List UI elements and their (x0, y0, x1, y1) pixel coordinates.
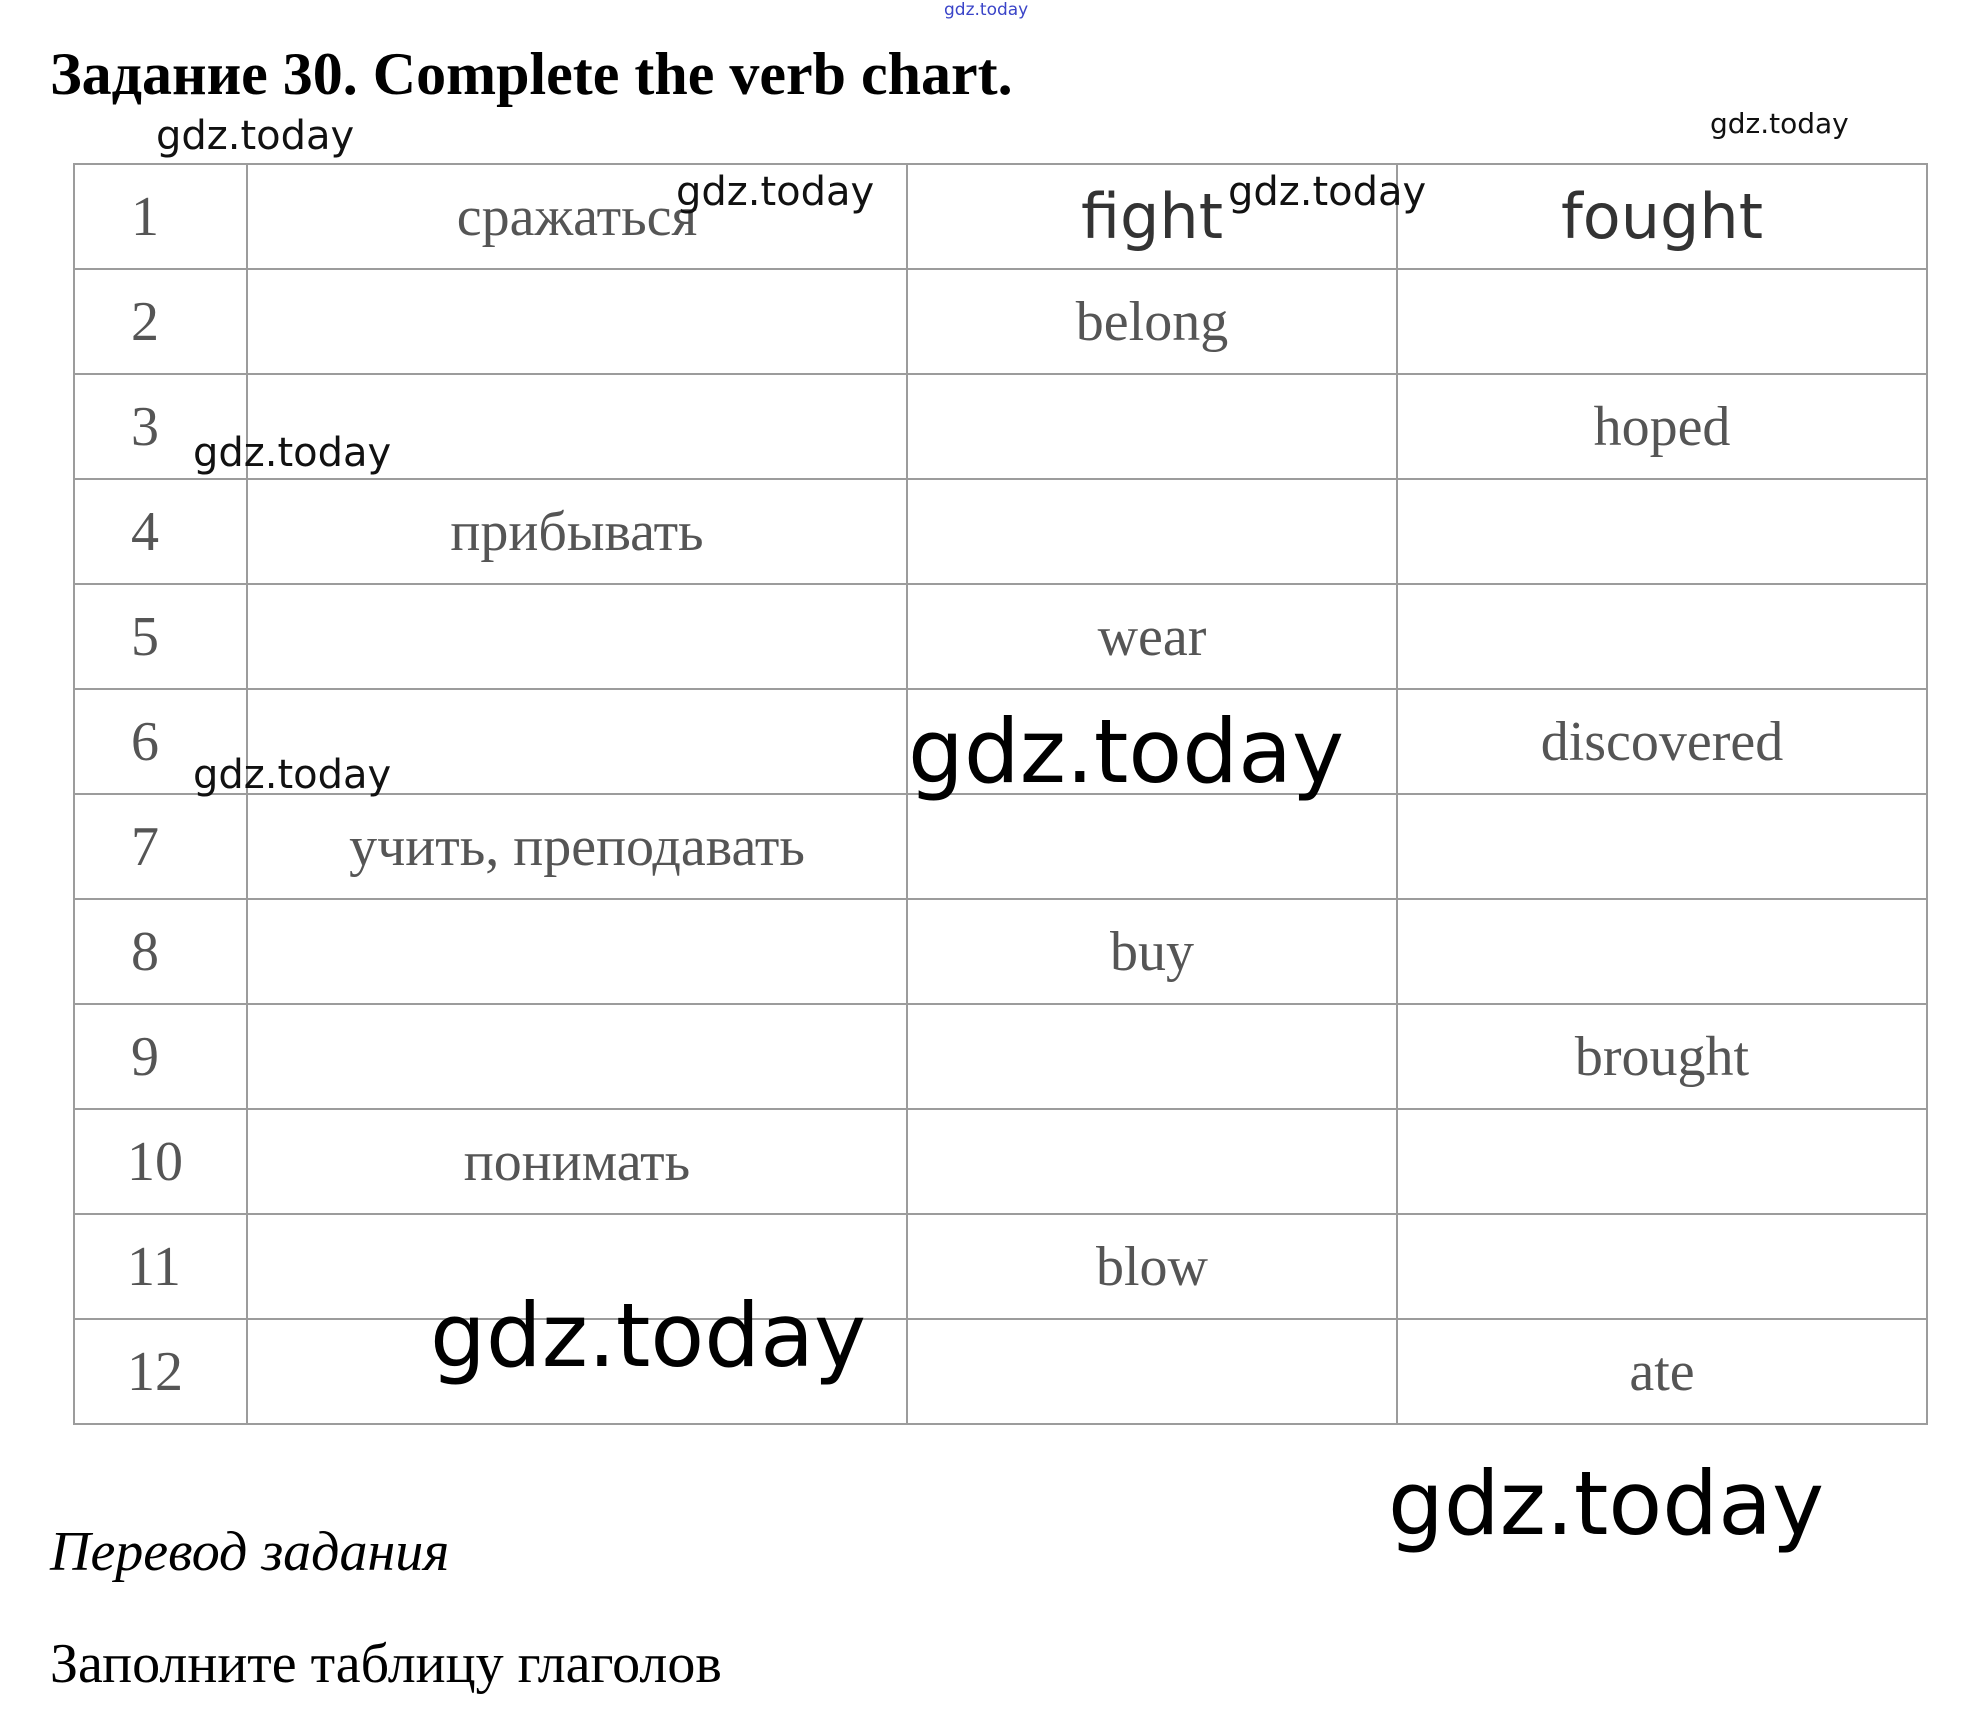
infinitive-cell: belong (907, 269, 1397, 374)
translation-text: Заполните таблицу глаголов (50, 1633, 722, 1695)
watermark-top: gdz.today (944, 0, 1029, 20)
infinitive-cell (907, 374, 1397, 479)
row-number: 9 (74, 1004, 247, 1109)
watermark: gdz.today (1710, 107, 1849, 140)
infinitive-cell: wear (907, 584, 1397, 689)
watermark: gdz.today (676, 169, 875, 215)
infinitive-cell (907, 794, 1397, 899)
past-cell: brought (1397, 1004, 1927, 1109)
past-cell: hoped (1397, 374, 1927, 479)
row-number: 11 (74, 1214, 247, 1319)
row-number: 2 (74, 269, 247, 374)
table-row (74, 1004, 1927, 1109)
past-cell (1397, 794, 1927, 899)
infinitive-cell (907, 1004, 1397, 1109)
infinitive-cell (907, 1319, 1397, 1424)
table-row (74, 1109, 1927, 1214)
infinitive-cell: fight (907, 164, 1397, 269)
table-row (74, 479, 1927, 584)
task-title: Задание 30. Complete the verb chart. (50, 41, 1013, 107)
watermark: gdz.today (193, 430, 392, 476)
row-number: 1 (74, 164, 247, 269)
row-number: 10 (74, 1109, 247, 1214)
russian-cell (247, 269, 907, 374)
row-number: 5 (74, 584, 247, 689)
table-row (74, 164, 1927, 269)
past-cell: discovered (1397, 689, 1927, 794)
table-row (74, 794, 1927, 899)
watermark: gdz.today (156, 113, 355, 159)
translation-heading: Перевод задания (50, 1521, 450, 1583)
table-row (74, 1214, 1927, 1319)
past-cell (1397, 1109, 1927, 1214)
past-cell (1397, 269, 1927, 374)
past-cell: ate (1397, 1319, 1927, 1424)
russian-cell (247, 1004, 907, 1109)
table-row (74, 899, 1927, 1004)
row-number: 12 (74, 1319, 247, 1424)
watermark: gdz.today (1228, 169, 1427, 215)
row-number: 4 (74, 479, 247, 584)
table-row (74, 584, 1927, 689)
watermark: gdz.today (193, 752, 392, 798)
watermark: gdz.today (430, 1284, 867, 1387)
past-cell (1397, 899, 1927, 1004)
russian-cell: понимать (247, 1109, 907, 1214)
infinitive-cell: buy (907, 899, 1397, 1004)
russian-cell: сражаться (247, 164, 907, 269)
row-number: 6 (74, 689, 247, 794)
russian-cell: прибывать (247, 479, 907, 584)
watermark: gdz.today (1388, 1452, 1825, 1555)
watermark: gdz.today (908, 700, 1345, 803)
row-number: 3 (74, 374, 247, 479)
past-cell (1397, 1214, 1927, 1319)
row-number: 8 (74, 899, 247, 1004)
past-cell: fought (1397, 164, 1927, 269)
row-number: 7 (74, 794, 247, 899)
infinitive-cell: blow (907, 1214, 1397, 1319)
table-row (74, 1319, 1927, 1424)
russian-cell (247, 899, 907, 1004)
infinitive-cell (907, 1109, 1397, 1214)
russian-cell: учить, преподавать (247, 794, 907, 899)
infinitive-cell (907, 479, 1397, 584)
russian-cell (247, 584, 907, 689)
past-cell (1397, 479, 1927, 584)
past-cell (1397, 584, 1927, 689)
table-row (74, 269, 1927, 374)
